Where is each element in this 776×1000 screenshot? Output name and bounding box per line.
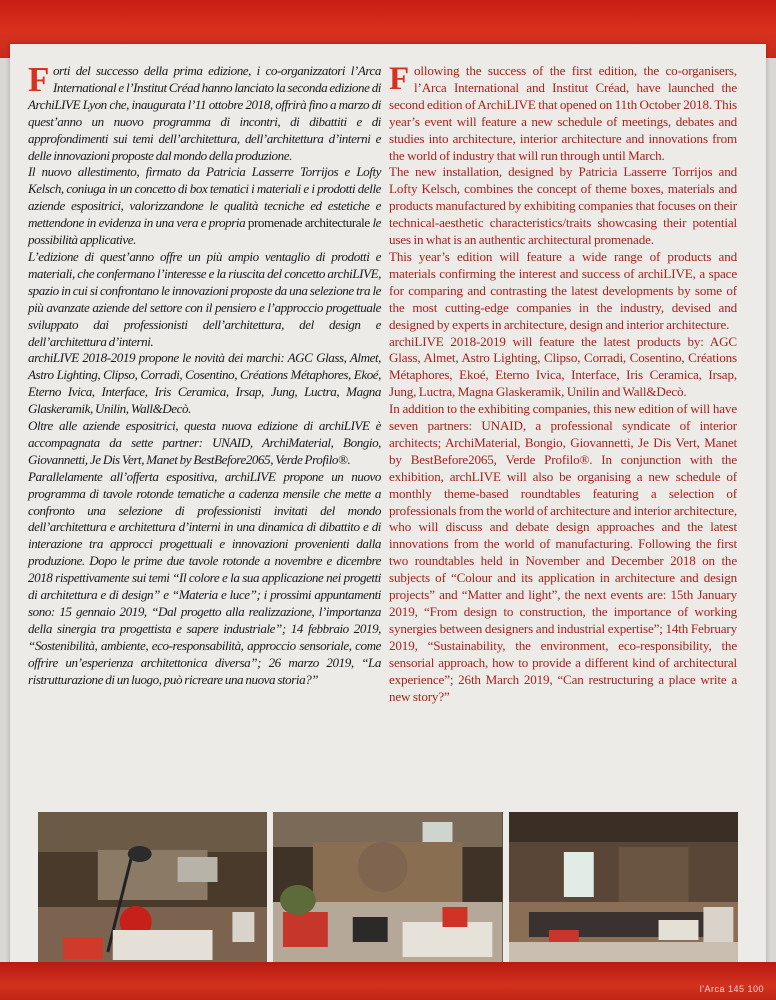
italian-column: [28, 60, 381, 689]
exhibition-photo-1: [38, 812, 267, 962]
english-dropcap: F: [389, 61, 410, 97]
exhibition-photo-2: [273, 812, 502, 962]
english-p1-text: ollowing the success of the first edition, the co-organisers, l’Arca International and Institut Créad, have launched the second edition of ArchiLIVE that opened on 11th October 2018. This year’s event will feature a new schedule of meetings, debates and studies into architecture, interior architecture and innovations from the world of industry that will run through until March.: [389, 63, 737, 163]
italian-paragraph-2: [28, 164, 381, 249]
italian-p2-emphasis: promenade architecturale: [247, 215, 370, 231]
italian-paragraph-6: Parallelamente all’offerta espositiva, archiLIVE propone un nuovo programma di tavole rotonde tematiche a cadenza mensile che mette a confronto una selezione di professionisti invitati del mondo dell’architettura e architettura d’interni in una dinamica di dibattito e di interazione tra approcci progettuali e innovazioni provenienti dalla produzione. Dopo le prime due tavole rotonde a novembre e dicembre 2018 rispettivamente sui temi “Il colore e la sua applicazione nei progetti di architettura e di design” e “Materia e luce”; i prossimi appuntamenti sono: 15 gennaio 2019, “Dal progetto alla realizzazione, l’importanza della sinergia tra progettista e sapere industriale”; 14 febbraio 2019, “Sostenibilità, ambiente, eco-responsabilità, approccio sensoriale, come offrire un’esperienza architettonica diversa”; 26 marzo 2019, “La ristrutturazione di un luogo, può ricreare una nuova storia?”: [28, 468, 381, 687]
italian-paragraph-1: [28, 60, 381, 164]
english-paragraph-3: This year’s edition will feature a wide range of products and materials confirming the interest and success of archiLIVE, a space for comparing and contrasting the latest developments by some of the most cutting-edge companies in the industry, devised and designed by experts in architecture, design and interior architecture.: [389, 248, 737, 332]
page-number: l'Arca 145 100: [699, 984, 764, 994]
english-column: [389, 63, 737, 705]
italian-paragraph-3: L’edizione di quest’anno offre un più ampio ventaglio di prodotti e materiali, che confermano l’interesse e la riuscita del concetto archiLIVE, spazio in cui si confrontano le innovazioni proposte da una selezione tra le più avanzate aziende del settore con il pensiero e l’approccio progettuale sviluppato dai professionisti dell’architettura, del design e dell’architettura d’interni.: [28, 248, 381, 349]
exhibition-photo-3: [509, 812, 738, 962]
english-paragraph-5: In addition to the exhibiting companies, this new edition of will have seven partners: UNAID, a professional syndicate of interior architects; ArchiMaterial, Bongio, Giovannetti, Je Dis Vert, Manet by BestBefore2065, Verde Profilo®. In conjunction with the exhibition, archLIVE will also be organising a new schedule of monthly theme-based roundtables featuring a selection of professionals from the world of architecture and interior architecture, who will discuss and debate design approaches and the latest innovations from the world of manufacturing. Following the first two roundtables held in November and December 2018 on the subjects of “Colour and its application in architecture and design projects” and “Matter and light”, the next events are: 15th January 2019, “From design to construction, the importance of working synergies between designers and industrial expertise”; 14th February 2019, “Sustainability, the environment, eco-responsibility, the sensorial approach, how to provide a different kind of architectural experience”; 26th March 2019, “Can restructuring a place write a new story?”: [389, 401, 737, 704]
italian-p1-text: orti del successo della prima edizione, i co-organizzatori l’Arca International e l’Institut Créad hanno lanciato la seconda edizione di ArchiLIVE Lyon che, inaugurata l’11 ottobre 2018, offrirà fino a marzo di quest’anno un nuovo programma di incontri, di dibattiti e di approfondimenti sui temi dell’architettura, dell’architettura d’interni e delle innovazioni proposte dal mondo della produzione.: [28, 63, 381, 163]
photo-strip: [38, 812, 738, 962]
english-paragraph-1: [389, 63, 737, 164]
english-paragraph-2: The new installation, designed by Patricia Lasserre Torrijos and Lofty Kelsch, combines the concept of theme boxes, materials and products manufactured by exhibiting companies that focuses on their technical-aesthetic characteristics/traits showcasing their potential uses in what is an authentic architectural promenade.: [389, 164, 737, 248]
italian-paragraph-5: Oltre alle aziende espositrici, questa nuova edizione di archiLIVE è accompagnata da sette partner: UNAID, ArchiMaterial, Bongio, Giovannetti, Je Dis Vert, Manet by BestBefore2065, Verde Profilo®.: [28, 418, 381, 467]
bottom-red-band: [0, 962, 776, 1000]
english-paragraph-4: archiLIVE 2018-2019 will feature the latest products by: AGC Glass, Almet, Astro Lighting, Clipso, Corradi, Cosentino, Créations Métaphores, Ekoé, Eterno Ivica, Interface, Iris Ceramica, Irsap, Jung, Luctra, Magna Glaskeramik, Unilin and Wall&Decò.: [389, 333, 737, 400]
italian-p2-end: le possibilità applicative.: [28, 215, 381, 248]
italian-p2-text: Il nuovo allestimento, firmato da Patricia Lasserre Torrijos e Lofty Kelsch, coniuga in un concetto di box tematici i materiali e i prodotti delle aziende espositrici, valorizzandone le qualità tecniche ed estetiche e mettendone in evidenza in una vera e propria: [28, 164, 381, 231]
italian-dropcap: F: [28, 60, 49, 99]
italian-paragraph-4: archiLIVE 2018-2019 propone le novità dei marchi: AGC Glass, Almet, Astro Lighting, Clipso, Corradi, Cosentino, Créations Métaphores, Ekoé, Eterno Ivica, Interface, Iris Ceramica, Irsap, Jung, Luctra, Magna Glaskeramik, Unilin, Wall&Decò.: [28, 350, 381, 417]
